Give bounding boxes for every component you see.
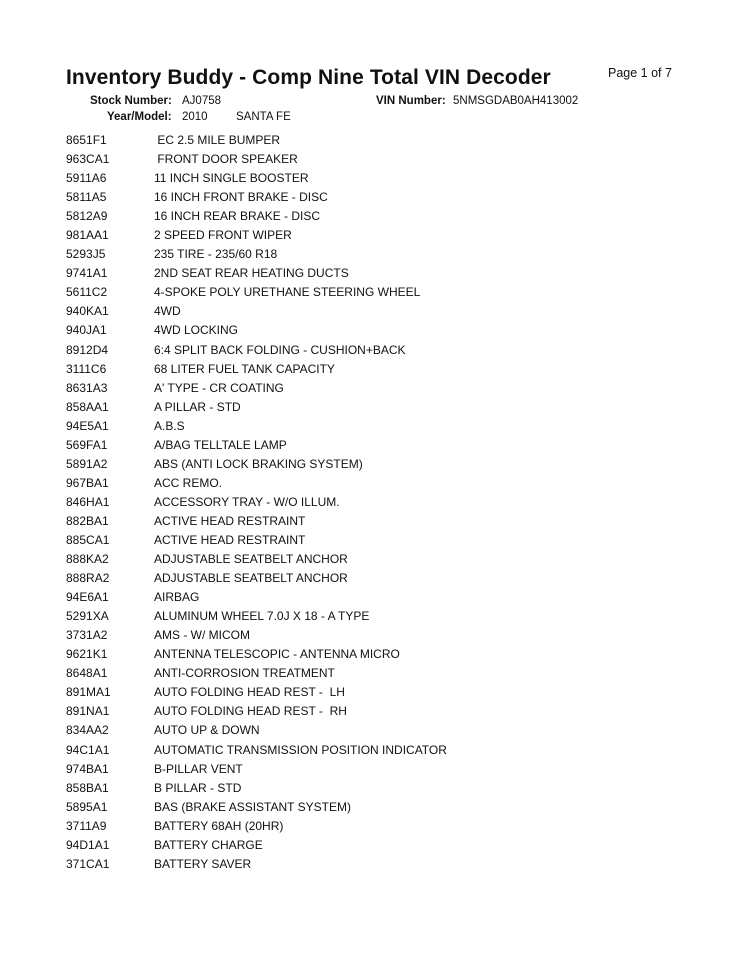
list-item (66, 781, 686, 800)
option-description: AUTOMATIC TRANSMISSION POSITION INDICATOR (154, 742, 447, 757)
option-description: 16 INCH FRONT BRAKE - DISC (154, 190, 328, 205)
vin-label: VIN Number: (376, 95, 446, 107)
option-code: 888KA2 (66, 552, 109, 567)
option-description: 4WD (154, 304, 181, 319)
option-description: 235 TIRE - 235/60 R18 (154, 247, 278, 262)
option-description: A PILLAR - STD (154, 399, 241, 414)
option-code: 974BA1 (66, 761, 109, 776)
list-item (66, 571, 686, 590)
option-description: ACCESSORY TRAY - W/O ILLUM. (154, 494, 340, 509)
option-description: AUTO FOLDING HEAD REST - RH (154, 704, 347, 719)
list-item (66, 285, 686, 304)
option-description: ADJUSTABLE SEATBELT ANCHOR (154, 552, 348, 567)
option-description: 68 LITER FUEL TANK CAPACITY (154, 361, 335, 376)
option-code: 882BA1 (66, 513, 109, 528)
option-description: ANTI-CORROSION TREATMENT (154, 666, 335, 681)
list-item (66, 552, 686, 571)
option-description: 4WD LOCKING (154, 323, 239, 338)
option-description: BATTERY SAVER (154, 856, 252, 871)
option-code: 963CA1 (66, 152, 110, 167)
option-code: 94D1A1 (66, 837, 110, 852)
vin-value: 5NMSGDAB0AH413002 (453, 95, 579, 107)
option-description: ABS (ANTI LOCK BRAKING SYSTEM) (154, 456, 363, 471)
option-code: 981AA1 (66, 228, 109, 243)
option-description: BAS (BRAKE ASSISTANT SYSTEM) (154, 799, 351, 814)
list-item (66, 628, 686, 647)
option-description: A/BAG TELLTALE LAMP (154, 437, 287, 452)
option-code: 8912D4 (66, 342, 109, 357)
model-value: SANTA FE (236, 111, 291, 123)
list-item (66, 133, 686, 152)
option-description: BATTERY CHARGE (154, 837, 263, 852)
option-description: AUTO UP & DOWN (154, 723, 260, 738)
option-description: AIRBAG (154, 590, 200, 605)
list-item (66, 152, 686, 171)
option-code: 3711A9 (66, 818, 107, 833)
stock-number-label: Stock Number: (90, 95, 172, 107)
option-description: 4-SPOKE POLY URETHANE STEERING WHEEL (154, 285, 421, 300)
option-code: 5291XA (66, 609, 109, 624)
list-item (66, 609, 686, 628)
list-item (66, 533, 686, 552)
option-code: 5293J5 (66, 247, 106, 262)
option-code: 846HA1 (66, 494, 110, 509)
list-item (66, 419, 686, 438)
option-code: 858BA1 (66, 780, 109, 795)
option-description: 6:4 SPLIT BACK FOLDING - CUSHION+BACK (154, 342, 406, 357)
list-item (66, 190, 686, 209)
option-description: AUTO FOLDING HEAD REST - LH (154, 685, 345, 700)
list-item (66, 743, 686, 762)
year-value: 2010 (182, 111, 208, 123)
option-code: 5811A5 (66, 190, 107, 205)
option-code: 940KA1 (66, 304, 109, 319)
option-code: 891NA1 (66, 704, 110, 719)
list-item (66, 762, 686, 781)
list-item (66, 666, 686, 685)
list-item (66, 819, 686, 838)
option-code: 940JA1 (66, 323, 107, 338)
list-item (66, 362, 686, 381)
list-item (66, 247, 686, 266)
list-item (66, 457, 686, 476)
option-description: BATTERY 68AH (20HR) (154, 818, 284, 833)
list-item (66, 304, 686, 323)
option-code: 858AA1 (66, 399, 109, 414)
option-code: 5812A9 (66, 209, 108, 224)
option-description: ACC REMO. (154, 475, 223, 490)
list-item (66, 800, 686, 819)
list-item (66, 323, 686, 342)
option-code: 888RA2 (66, 571, 110, 586)
option-description: B-PILLAR VENT (154, 761, 243, 776)
option-code: 569FA1 (66, 437, 108, 452)
list-item (66, 838, 686, 857)
option-code: 9621K1 (66, 647, 108, 662)
option-description: 2 SPEED FRONT WIPER (154, 228, 292, 243)
option-code: 834AA2 (66, 723, 109, 738)
list-item (66, 343, 686, 362)
option-code: 94E5A1 (66, 418, 109, 433)
list-item (66, 685, 686, 704)
option-code: 5611C2 (66, 285, 108, 300)
option-list (66, 133, 686, 876)
page-number: Page 1 of 7 (608, 66, 672, 80)
option-code: 885CA1 (66, 532, 110, 547)
list-item (66, 400, 686, 419)
list-item (66, 476, 686, 495)
stock-number-value: AJ0758 (182, 95, 222, 107)
option-code: 8651F1 (66, 133, 107, 147)
option-code: 3111C6 (66, 361, 107, 376)
list-item (66, 438, 686, 457)
list-item (66, 704, 686, 723)
option-code: 371CA1 (66, 856, 110, 871)
option-description: ALUMINUM WHEEL 7.0J X 18 - A TYPE (154, 609, 370, 624)
option-description: ACTIVE HEAD RESTRAINT (154, 532, 306, 547)
option-description: EC 2.5 MILE BUMPER (154, 133, 281, 147)
option-description: B PILLAR - STD (154, 780, 242, 795)
option-description: 2ND SEAT REAR HEATING DUCTS (154, 266, 349, 281)
list-item (66, 495, 686, 514)
option-description: ANTENNA TELESCOPIC - ANTENNA MICRO (154, 647, 400, 662)
option-description: ADJUSTABLE SEATBELT ANCHOR (154, 571, 348, 586)
option-code: 5891A2 (66, 456, 108, 471)
list-item (66, 209, 686, 228)
list-item (66, 171, 686, 190)
year-model-label: Year/Model: (107, 111, 172, 123)
option-description: A' TYPE - CR COATING (154, 380, 284, 395)
option-code: 3731A2 (66, 628, 108, 643)
list-item (66, 590, 686, 609)
list-item (66, 723, 686, 742)
option-code: 967BA1 (66, 475, 109, 490)
list-item (66, 647, 686, 666)
option-code: 5895A1 (66, 799, 108, 814)
option-description: AMS - W/ MICOM (154, 628, 250, 643)
option-code: 9741A1 (66, 266, 108, 281)
page-title: Inventory Buddy - Comp Nine Total VIN Decoder (66, 66, 551, 89)
list-item (66, 228, 686, 247)
option-code: 94C1A1 (66, 742, 110, 757)
option-code: 8631A3 (66, 380, 108, 395)
option-code: 5911A6 (66, 171, 107, 186)
option-description: FRONT DOOR SPEAKER (154, 152, 298, 167)
option-description: 16 INCH REAR BRAKE - DISC (154, 209, 321, 224)
option-code: 94E6A1 (66, 590, 109, 605)
option-description: 11 INCH SINGLE BOOSTER (154, 171, 309, 186)
list-item (66, 381, 686, 400)
option-description: ACTIVE HEAD RESTRAINT (154, 513, 306, 528)
list-item (66, 514, 686, 533)
option-description: A.B.S (154, 418, 185, 433)
option-code: 891MA1 (66, 685, 111, 700)
list-item (66, 266, 686, 285)
option-code: 8648A1 (66, 666, 108, 681)
list-item (66, 857, 686, 876)
